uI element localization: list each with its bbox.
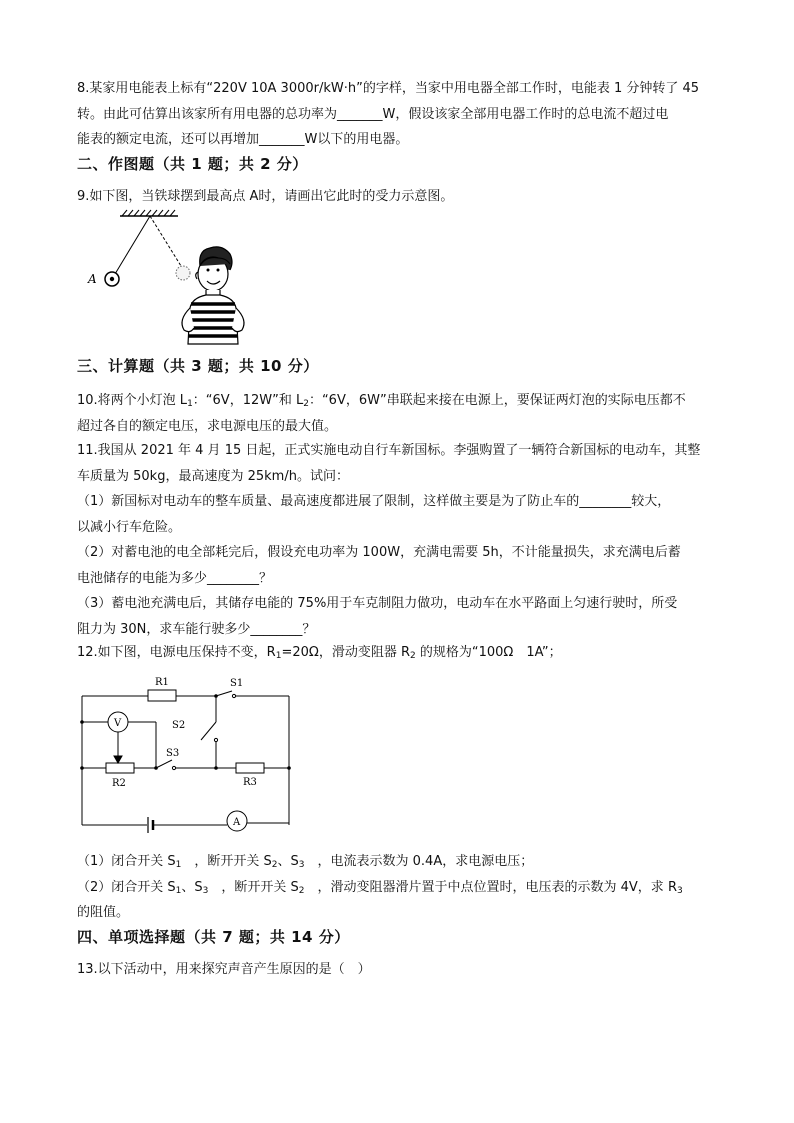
- question-8: [77, 76, 727, 153]
- q12-part-1: （1）闭合开关 $S_1$ ，断开开关 $S_2$、$S_3$ ，电流表示数为 0.4A，求电源电压；: [77, 854, 534, 870]
- section-2-heading: 二、作图题（共 1 题；共 2 分）: [77, 155, 308, 173]
- question-11: [77, 438, 727, 642]
- section-4-heading: 四、单项选择题（共 7 题；共 14 分）: [77, 928, 350, 946]
- section-3-heading: 三、计算题（共 3 题；共 10 分）: [77, 357, 319, 375]
- label-r2: R2: [112, 778, 126, 789]
- label-s3: S3: [166, 748, 180, 759]
- dotted-ball: [176, 266, 190, 280]
- label-r1: R1: [155, 677, 169, 688]
- label-r3: R3: [243, 777, 257, 788]
- q11-part-1-line-1: （1）新国标对电动车的整车质量、最高速度都进展了限制，这样做主要是为了防止车的________较大，: [77, 494, 671, 509]
- switch-s3: [156, 760, 172, 768]
- question-12: [77, 640, 727, 666]
- resistor-r1: [148, 690, 176, 701]
- q9-text: 9.如下图，当铁球摆到最高点 A时，请画出它此时的受力示意图。: [77, 189, 454, 204]
- switch-s2: [201, 722, 216, 740]
- q12-line-1: 12.如下图，电源电压保持不变，$R_1=20\Omega$，滑动变阻器 $R_2$ 的规格为“100Ω 1A”；: [77, 645, 562, 661]
- q13-text: 13.以下活动中，用来探究声音产生原因的是（ ）: [77, 962, 371, 977]
- q11-part-3-line-2: 阻力为 30N，求车能行驶多少________？: [77, 621, 316, 637]
- point-a-label: A: [88, 272, 97, 286]
- slider-arrow: [114, 756, 122, 763]
- q8-line-1: 8.某家用电能表上标有“220V 10A 3000r/kW·h”的字样，当家中用电器全部工作时，电能表 1 分钟转了 45: [77, 81, 700, 96]
- pendulum-string: [112, 216, 150, 279]
- question-9: [77, 184, 727, 210]
- question-10: [77, 388, 727, 439]
- label-ammeter: A: [233, 817, 241, 828]
- question-12-parts: [77, 849, 727, 926]
- rheostat-r2: [106, 763, 134, 773]
- q8-line-3: 能表的额定电流，还可以再增加_______W以下的用电器。: [77, 132, 409, 147]
- resistor-r3: [236, 763, 264, 773]
- q8-line-2: 转。由此可估算出该家所有用电器的总功率为_______W，假设该家全部用电器工作时的总电流不超过电: [77, 106, 669, 122]
- q11-line-2: 车质量为 50kg，最高速度为 25km/h。试问：: [77, 468, 349, 484]
- q11-part-2-line-2: 电池储存的电能为多少________？: [77, 570, 273, 586]
- q10-line-2: 超过各自的额定电压，求电源电压的最大值。: [77, 418, 338, 434]
- pendulum-figure: [80, 208, 270, 348]
- label-s2: S2: [172, 720, 186, 731]
- boy-figure: [182, 247, 244, 344]
- q11-part-3-line-1: （3）蓄电池充满电后，其储存电能的 75%用于车克制阻力做功，电动车在水平路面上匀速行驶时，所受: [77, 596, 678, 611]
- switch-s1: [216, 691, 232, 696]
- label-s1: S1: [230, 678, 244, 689]
- question-13: [77, 957, 727, 983]
- q11-line-1: 11.我国从 2021 年 4 月 15 日起，正式实施电动自行车新国标。李强购置了一辆符合新国标的电动车，其整: [77, 443, 701, 458]
- circuit-diagram: [70, 672, 305, 838]
- q11-part-1-line-2: 以减小行车危险。: [77, 519, 182, 535]
- q10-line-1: 10.将两个小灯泡 $L_1$：“6V，12W”和 $L_2$：“6V，6W”串联起来接在电源上，要保证两灯泡的实际电压都不: [77, 393, 686, 409]
- ceiling-support: [120, 210, 178, 216]
- q11-part-2-line-1: （2）对蓄电池的电全部耗完后，假设充电功率为 100W，充满电需要 5h，不计能量损失，求充满电后蓄: [77, 545, 681, 560]
- q12-part-2-line-2: 的阻值。: [77, 905, 130, 920]
- dashed-string: [150, 216, 181, 266]
- label-voltmeter: V: [114, 718, 122, 729]
- q12-part-2-line-1: （2）闭合开关 $S_1$、$S_3$ ，断开开关 $S_2$ ，滑动变阻器滑片置于中点位置时，电压表的示数为 4V，求 $R_3$: [77, 879, 683, 896]
